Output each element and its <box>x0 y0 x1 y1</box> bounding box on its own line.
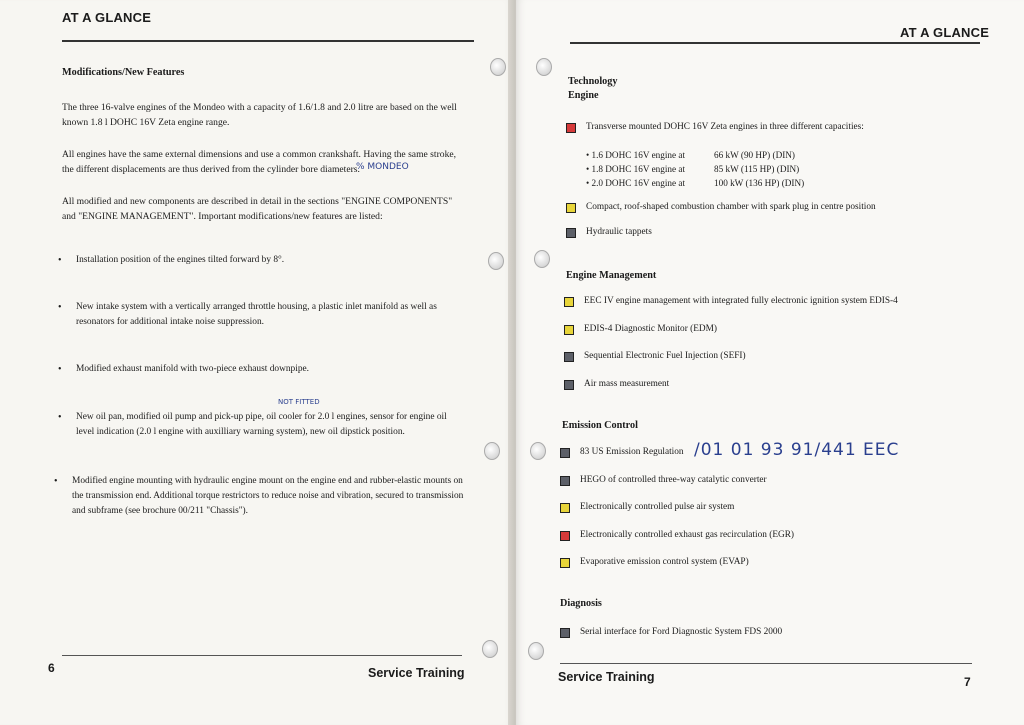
handwritten-note-eec: /01 01 93 91/441 EEC <box>694 440 900 460</box>
bullet-dot: • <box>586 150 592 160</box>
checklist-item-text: EDIS-4 Diagnostic Monitor (EDM) <box>584 323 717 334</box>
engine-heading: Engine <box>568 90 599 101</box>
checklist-item-text: Serial interface for Ford Diagnostic System FDS 2000 <box>580 627 783 637</box>
color-square-icon <box>564 297 574 307</box>
engine-management-heading: Engine Management <box>566 270 657 281</box>
punch-hole <box>488 252 504 270</box>
punch-hole <box>482 640 498 658</box>
left-bullet-2 <box>58 300 448 330</box>
color-square-icon <box>560 628 570 638</box>
color-square-icon <box>560 476 570 486</box>
color-square-icon <box>566 228 576 238</box>
color-square-icon <box>560 503 570 513</box>
capacity-name: 1.8 DOHC 16V engine at <box>591 164 685 174</box>
capacity-row <box>586 148 886 162</box>
checklist-item-text: Transverse mounted DOHC 16V Zeta engines in three different capacities: <box>586 122 864 132</box>
capacity-power: 66 kW (90 HP) (DIN) <box>714 150 795 160</box>
color-square-icon <box>564 325 574 335</box>
handwritten-note-not-fitted: NOT FITTED <box>278 398 320 406</box>
capacity-power: 100 kW (136 HP) (DIN) <box>714 178 805 188</box>
punch-hole <box>490 58 506 76</box>
left-header-rule <box>62 40 474 42</box>
bullet-dot: • <box>58 412 62 423</box>
checklist-item-text: Electronically controlled exhaust gas recirculation (EGR) <box>580 529 795 540</box>
capacity-row <box>586 162 886 176</box>
checklist-item-text: Air mass measurement <box>584 378 670 389</box>
right-page <box>516 0 1024 725</box>
bullet-dot: • <box>58 302 62 313</box>
punch-hole <box>528 642 544 660</box>
emission-control-heading: Emission Control <box>562 420 638 431</box>
left-paragraph-2: All engines have the same external dimensions and use a common crankshaft. Having the same stroke, the different displacements are thus derived from the cylinder bore diameters. <box>62 149 457 175</box>
capacity-name: 1.6 DOHC 16V engine at <box>591 150 685 160</box>
punch-hole <box>530 442 546 460</box>
color-square-icon <box>566 203 576 213</box>
checklist-item-text: 83 US Emission Regulation <box>580 447 684 457</box>
right-header-rule <box>570 42 980 44</box>
punch-hole <box>484 442 500 460</box>
left-bullet-5 <box>54 474 468 519</box>
left-footer-title: Service Training <box>368 666 465 680</box>
bullet-dot: • <box>58 364 62 375</box>
color-square-icon <box>564 352 574 362</box>
checklist-item-text: Sequential Electronic Fuel Injection (SEFI) <box>584 351 746 361</box>
left-bullet-4 <box>58 410 458 440</box>
bullet-text: Modified engine mounting with hydraulic engine mount on the engine end and rubber-elastic mounts on the transmission end. Additional torque restrictors to reduce noise and vibration, secured to transmission and subframe (see brochure 00/211 "Chassis"). <box>72 476 464 516</box>
checklist-item-text: Hydraulic tappets <box>586 227 652 237</box>
color-square-icon <box>560 558 570 568</box>
right-footer-rule <box>560 663 972 664</box>
left-footer-rule <box>62 655 462 656</box>
capacity-row <box>586 176 886 190</box>
bullet-dot: • <box>54 476 58 487</box>
capacity-power: 85 kW (115 HP) (DIN) <box>714 164 800 174</box>
bullet-text: New oil pan, modified oil pump and pick-up pipe, oil cooler for 2.0 l engines, sensor for engine oil level indication (2.0 l engine with auxilliary warning system), new oil dipstick position. <box>76 412 447 437</box>
diagnosis-heading: Diagnosis <box>560 598 602 609</box>
checklist-item-text: Compact, roof-shaped combustion chamber with spark plug in centre position <box>586 202 876 212</box>
checklist-item-text: HEGO of controlled three-way catalytic converter <box>580 474 767 485</box>
left-header: AT A GLANCE <box>62 10 152 25</box>
left-paragraph-1: The three 16-valve engines of the Mondeo with a capacity of 1.6/1.8 and 2.0 litre are based on the well known 1.8 l DOHC 16V Zeta engine range. <box>62 102 457 128</box>
right-page-number: 7 <box>964 675 971 689</box>
bullet-text: Modified exhaust manifold with two-piece exhaust downpipe. <box>76 364 310 374</box>
bullet-text: Installation position of the engines tilted forward by 8°. <box>76 255 285 265</box>
bullet-dot: • <box>586 164 592 174</box>
handwritten-note-mondeo: % MONDEO <box>356 162 409 172</box>
left-bullet-1 <box>58 253 458 268</box>
color-square-icon <box>560 448 570 458</box>
bullet-dot: • <box>58 255 62 266</box>
punch-hole <box>534 250 550 268</box>
left-paragraph-3: All modified and new components are described in detail in the sections "ENGINE COMPONENTS" and "ENGINE MANAGEMENT". Important modifications/new features are listed: <box>62 196 453 222</box>
left-page-number: 6 <box>48 661 55 675</box>
checklist-item-text: Electronically controlled pulse air system <box>580 502 735 512</box>
checklist-item-text: EEC IV engine management with integrated fully electronic ignition system EDIS-4 <box>584 296 898 306</box>
color-square-icon <box>566 123 576 133</box>
technology-heading: Technology <box>568 76 618 87</box>
punch-hole <box>536 58 552 76</box>
right-header: AT A GLANCE <box>900 25 990 40</box>
color-square-icon <box>560 531 570 541</box>
left-bullet-3 <box>58 362 458 377</box>
checklist-item-text: Evaporative emission control system (EVAP) <box>580 557 749 567</box>
color-square-icon <box>564 380 574 390</box>
right-footer-title: Service Training <box>558 670 655 684</box>
bullet-dot: • <box>586 178 592 188</box>
capacity-name: 2.0 DOHC 16V engine at <box>591 178 685 188</box>
left-heading: Modifications/New Features <box>62 67 185 78</box>
bullet-text: New intake system with a vertically arranged throttle housing, a plastic inlet manifold as well as resonators for additional intake noise suppression. <box>76 302 437 327</box>
